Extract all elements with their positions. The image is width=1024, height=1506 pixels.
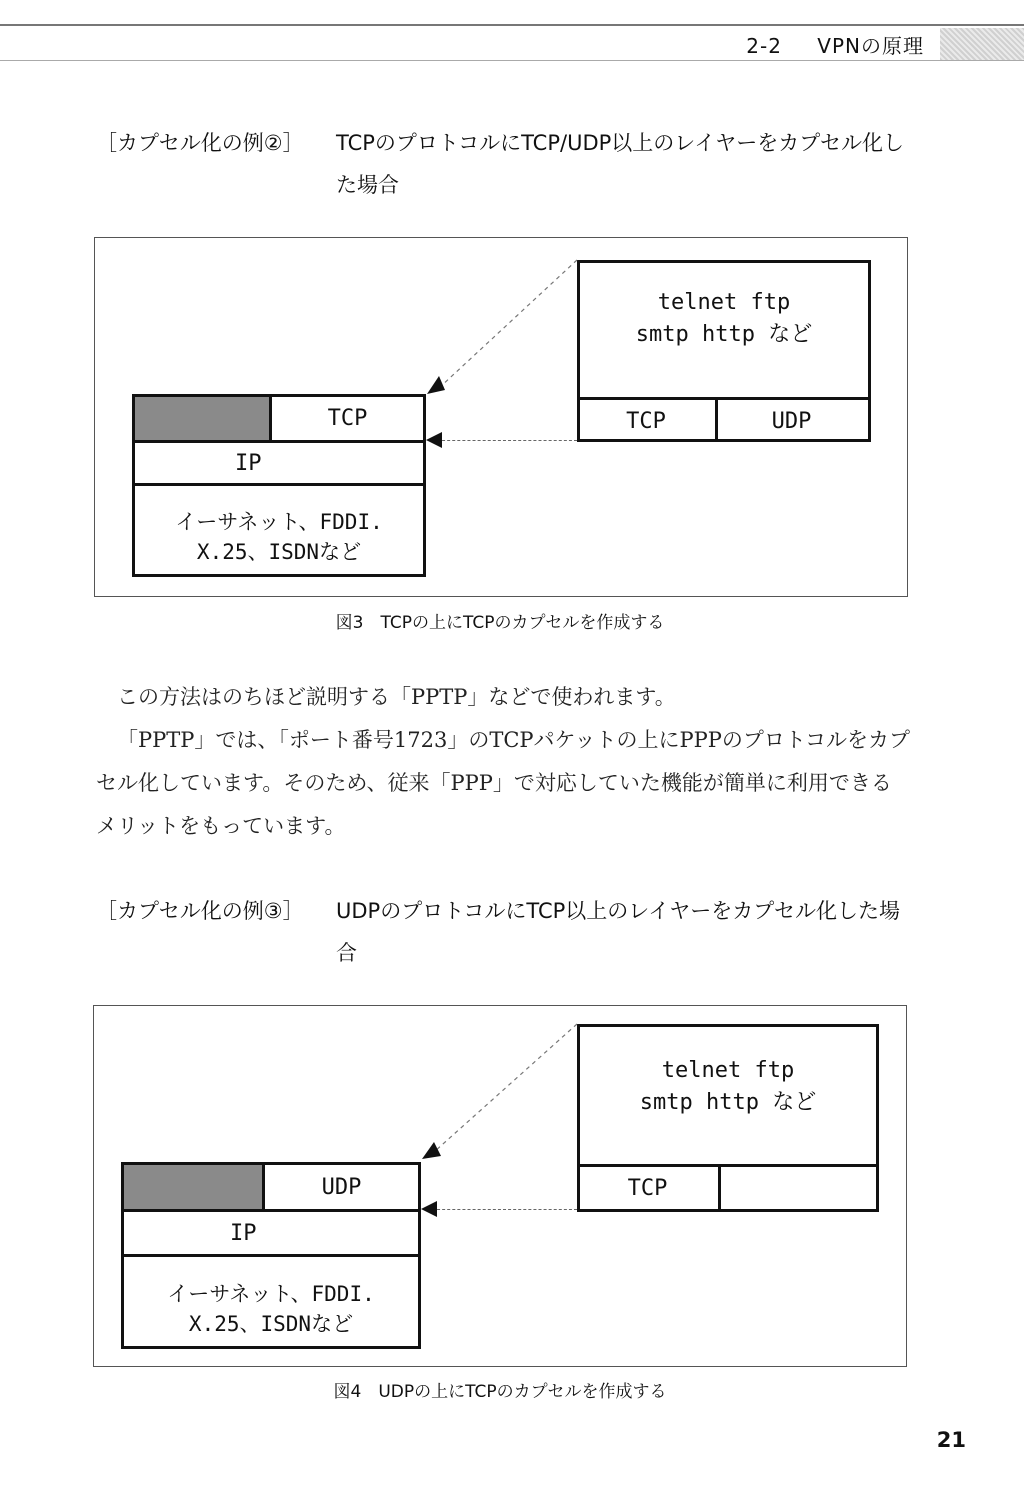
paragraph-2: 「PPTP」では、「ポート番号1723」のTCPパケットの上にPPPのプロトコルをカプセル化しています。そのため、従来「PPP」で対応していた機能が簡単に利用できるメリットをもっています。 (96, 728, 911, 838)
page-number: 21 (936, 1428, 966, 1452)
fig4-link-line2: X.25、ISDNなど (188, 1312, 354, 1336)
fig4-app-line2: smtp http など (639, 1090, 817, 1115)
body-text (96, 676, 911, 848)
fig4-link-line1: イーサネット、FDDI. (167, 1282, 375, 1306)
fig4-app-line1: telnet ftp (661, 1058, 795, 1083)
example2-text: TCPのプロトコルにTCP/UDP以上のレイヤーをカプセル化した場合 (336, 131, 905, 197)
example3-text: UDPのプロトコルにTCP以上のレイヤーをカプセル化した場合 (336, 899, 901, 965)
figure3 (94, 237, 908, 597)
fig4-connectors (94, 1006, 906, 1366)
fig4-top-right-cell: UDP (321, 1174, 362, 1200)
figure3-caption: 図3 TCPの上にTCPのカプセルを作成する (335, 613, 665, 633)
section-title: VPNの原理 (817, 34, 924, 58)
example3-label: ［カプセル化の例③］ (96, 899, 304, 923)
header-rule (0, 24, 1024, 26)
paragraph-1: この方法はのちほど説明する「PPTP」などで使われます。 (117, 685, 676, 709)
figure4 (93, 1005, 907, 1367)
fig4-arrow-upper (422, 1142, 441, 1159)
fig3-app-line2: smtp http など (635, 322, 813, 347)
running-header (746, 30, 924, 59)
fig3-transport-right: UDP (715, 397, 868, 442)
fig3-connectors (95, 238, 907, 596)
example2-label: ［カプセル化の例②］ (96, 131, 304, 155)
fig3-arrow-lower (426, 432, 442, 448)
fig3-transport-left: TCP (577, 397, 718, 442)
section-number: 2-2 (746, 34, 782, 58)
fig4-transport-left: TCP (577, 1164, 721, 1209)
fig3-arrow-upper (427, 376, 445, 394)
fig3-link-line2: X.25、ISDNなど (196, 540, 362, 564)
fig4-ip-cell: IP (124, 1209, 418, 1257)
fig4-arrow-lower (421, 1201, 437, 1217)
fig3-app-line1: telnet ftp (657, 290, 791, 315)
fig3-link-line1: イーサネット、FDDI. (175, 510, 383, 534)
figure4-caption: 図4 UDPの上にTCPのカプセルを作成する (333, 1382, 667, 1402)
fig3-ip-cell: IP (135, 440, 423, 486)
header-tab (940, 28, 1024, 60)
header-rule-lower (0, 60, 1024, 61)
fig3-top-right-cell: TCP (327, 406, 368, 431)
